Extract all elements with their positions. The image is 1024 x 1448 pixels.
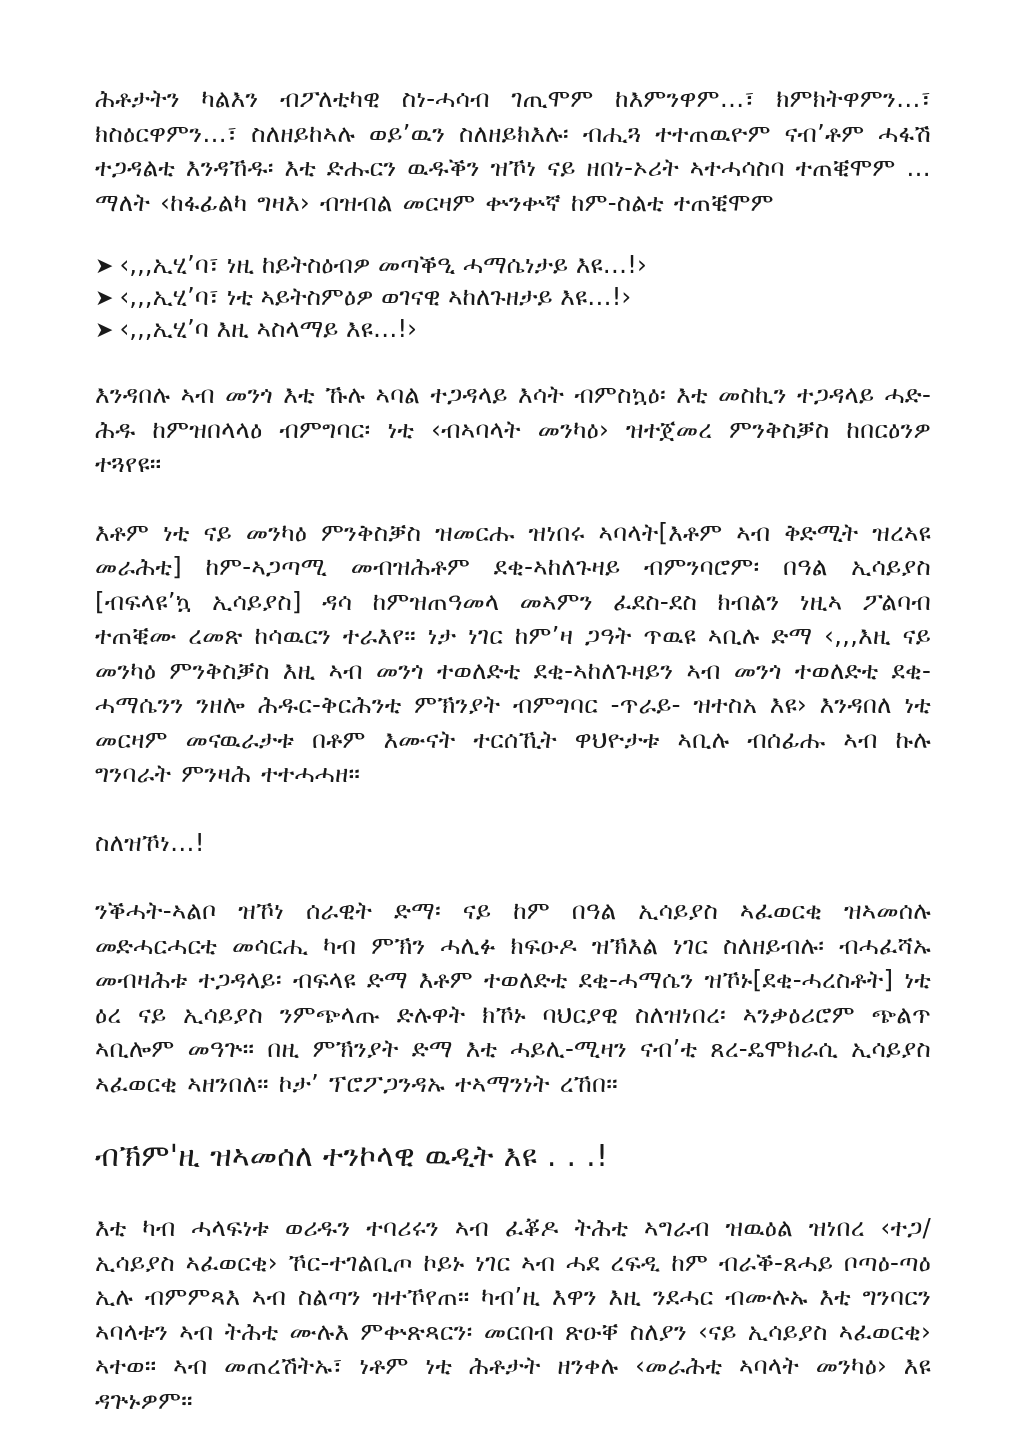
paragraph-2: እንዳበሉ ኣብ መንጎ እቲ ኹሉ ኣባል ተጋዳላይ እሳት ብምስኳዕ፡ እቲ መስኪን ተጋዳላይ ሓድ-ሕዱ ከምዝበላላዕ ብምግባር፡ ነቲ ‹ብኣባላት መንካዕ› ዝተጀመረ ምንቅስቓስ ከበርዕንዎ ተጓየዩ።: [95, 380, 931, 478]
list-item: [95, 250, 931, 282]
list-item: [95, 282, 931, 314]
list-item-text: ‹,,,ኢሂ’ባ እዚ ኣስላማይ እዩ…!›: [119, 314, 417, 343]
paragraph-1: ሕቶታትን ካልእን ብፖለቲካዊ ስነ-ሓሳብ ገጢሞም ከእምንዋም…፣ ክምክትዋምን…፣ ክስዕርዋምን…፣ ስለዘይከኣሉ ወይ’ዉን ስለዘይክእሉ፡ ብሒጓ ተተጠዉዮም ናብ’ቶም ሓፋሽ ተጋዳልቲ እንዳኸዱ፡ እቲ ድሑርን ዉዱቕን ዝኾነ ናይ ዘበነ-ኦሪት ኣተሓሳስባ ተጠቒሞም …ማለት ‹ከፋፊልካ ግዛእ› ብዝብል መርዛም ቍንቍኛ ከም-ስልቲ ተጠቒሞም: [95, 84, 931, 217]
list-item-text: ‹,,,ኢሂ’ባ፣ ነቲ ኣይትስምዕዎ ወገናዊ ኣከለጉዘታይ እዩ…!›: [119, 282, 632, 311]
quote-list: [95, 250, 931, 346]
paragraph-4: ስለዝኾነ…!: [95, 827, 205, 857]
paragraph-5: ንቕሓት-ኣልቦ ዝኾነ ሰራዊት ድማ፡ ናይ ከም በዓል ኢሳይያስ ኣፈወርቂ ዝኣመሰሉ መድሓርሓርቲ መሳርሒ ካብ ምኽን ሓሊፉ ክፍዑዶ ዝኽእል ነገር ስለዘይብሉ፡ ብሓፈሻኡ መብዛሕቱ ተጋዳላይ፡ ብፍላዩ ድማ እቶም ተወለድቲ ደቂ-ሓማሴን ዝኾኑ[ደቂ-ሓረስቶት] ነቲ ዕረ ናይ ኢሳይያስ ንምጭላጡ ድሉዋት ክኾኑ ባህርያዊ ስለዝነበረ፡ ኣንቃዕሪሮም ጭልጥ ኣቢሎም መዓጕ። በዚ ምኽንያት ድማ እቲ ሓይሊ-ሚዛን ናብ’ቲ ጸረ-ዴሞክራሲ ኢሳይያስ ኣፈወርቂ ኣዘንበለ። ኮታ’ ፕሮፖጋንዳኡ ተኣማንነት ረኸበ።: [95, 896, 931, 1098]
list-item: [95, 314, 931, 346]
arrow-bullet-icon: ➤: [95, 318, 114, 343]
list-item-text: ‹,,,ኢሂ’ባ፣ ነዚ ከይትስዕብዎ መጣቕዒ ሓማሴነታይ እዩ…!›: [119, 250, 647, 279]
arrow-bullet-icon: ➤: [95, 286, 114, 311]
arrow-bullet-icon: ➤: [95, 254, 114, 279]
paragraph-3: እቶም ነቲ ናይ መንካዕ ምንቅስቓስ ዝመርሑ ዝነበሩ ኣባላት[እቶም ኣብ ቅድሚት ዝረኣዩ መራሕቲ] ከም-ኣጋጣሚ መብዝሕቶም ደቂ-ኣከለጉዛይ ብምንባሮም፡ በዓል ኢሳይያስ [ብፍላዩ’ኳ ኢሳይያስ] ዳሳ ከምዝጠዓመላ መኣምን ፈደስ-ደስ ክብልን ነዚኣ ፖልባብ ተጠቒሙ ረመጽ ከሳዉርን ተራእየ። ነታ ነገር ከም’ዛ ጋዓት ጥዉዩ ኣቢሉ ድማ ‹,,,እዚ ናይ መንካዕ ምንቅስቓስ እዚ ኣብ መንጎ ተወለድቲ ደቂ-ኣከለጉዛይን ኣብ መንጎ ተወለድቲ ደቂ-ሓማሴንን ንዘሎ ሕዱር-ቅርሕንቲ ምኽንያት ብምግባር -ጥራይ- ዝተስአ እዩ› እንዳበለ ነቲ መርዛም መናዉራታቱ በቶም እሙናት ተርሰኺት ዋህዮታቱ ኣቢሉ ብሰፊሑ ኣብ ኩሉ ግንባራት ምንዛሕ ተተሓሓዘ።: [95, 517, 931, 788]
section-heading: ብኽም'ዚ ዝኣመሰለ ተንኮላዊ ዉዲት እዩ . . .!: [95, 1139, 609, 1174]
paragraph-6: እቲ ካብ ሓላፍነቱ ወሪዱን ተባሪሩን ኣብ ፈቖዶ ትሕቲ ኣግራብ ዝዉዕል ዝነበረ ‹ተጋ/ ኢሳይያስ ኣፈወርቂ› ኾር-ተገልቢጦ ኮይኑ ነገር ኣብ ሓደ ረፍዲ ከም ብራቕ-ጸሓይ ቦጣዕ-ጣዕ ኢሉ ብምምጻእ ኣብ ስልጣን ዝተኾየጠ። ካብ’ዚ እዋን እዚ ንደሓር ብሙሉኡ እቲ ግንባርን ኣባላቱን ኣብ ትሕቲ ሙሉእ ምቍጽጻርን፡ መርበብ ጽዑቐ ስለያን ‹ናይ ኢሳይያስ ኣፈወርቂ› ኣተወ። ኣብ መጠረሽትኡ፣ ነቶም ነቲ ሕቶታት ዘንቀሉ ‹መራሕቲ ኣባላት መንካዕ› እዩ ዳጕኑዎም።: [95, 1213, 931, 1415]
